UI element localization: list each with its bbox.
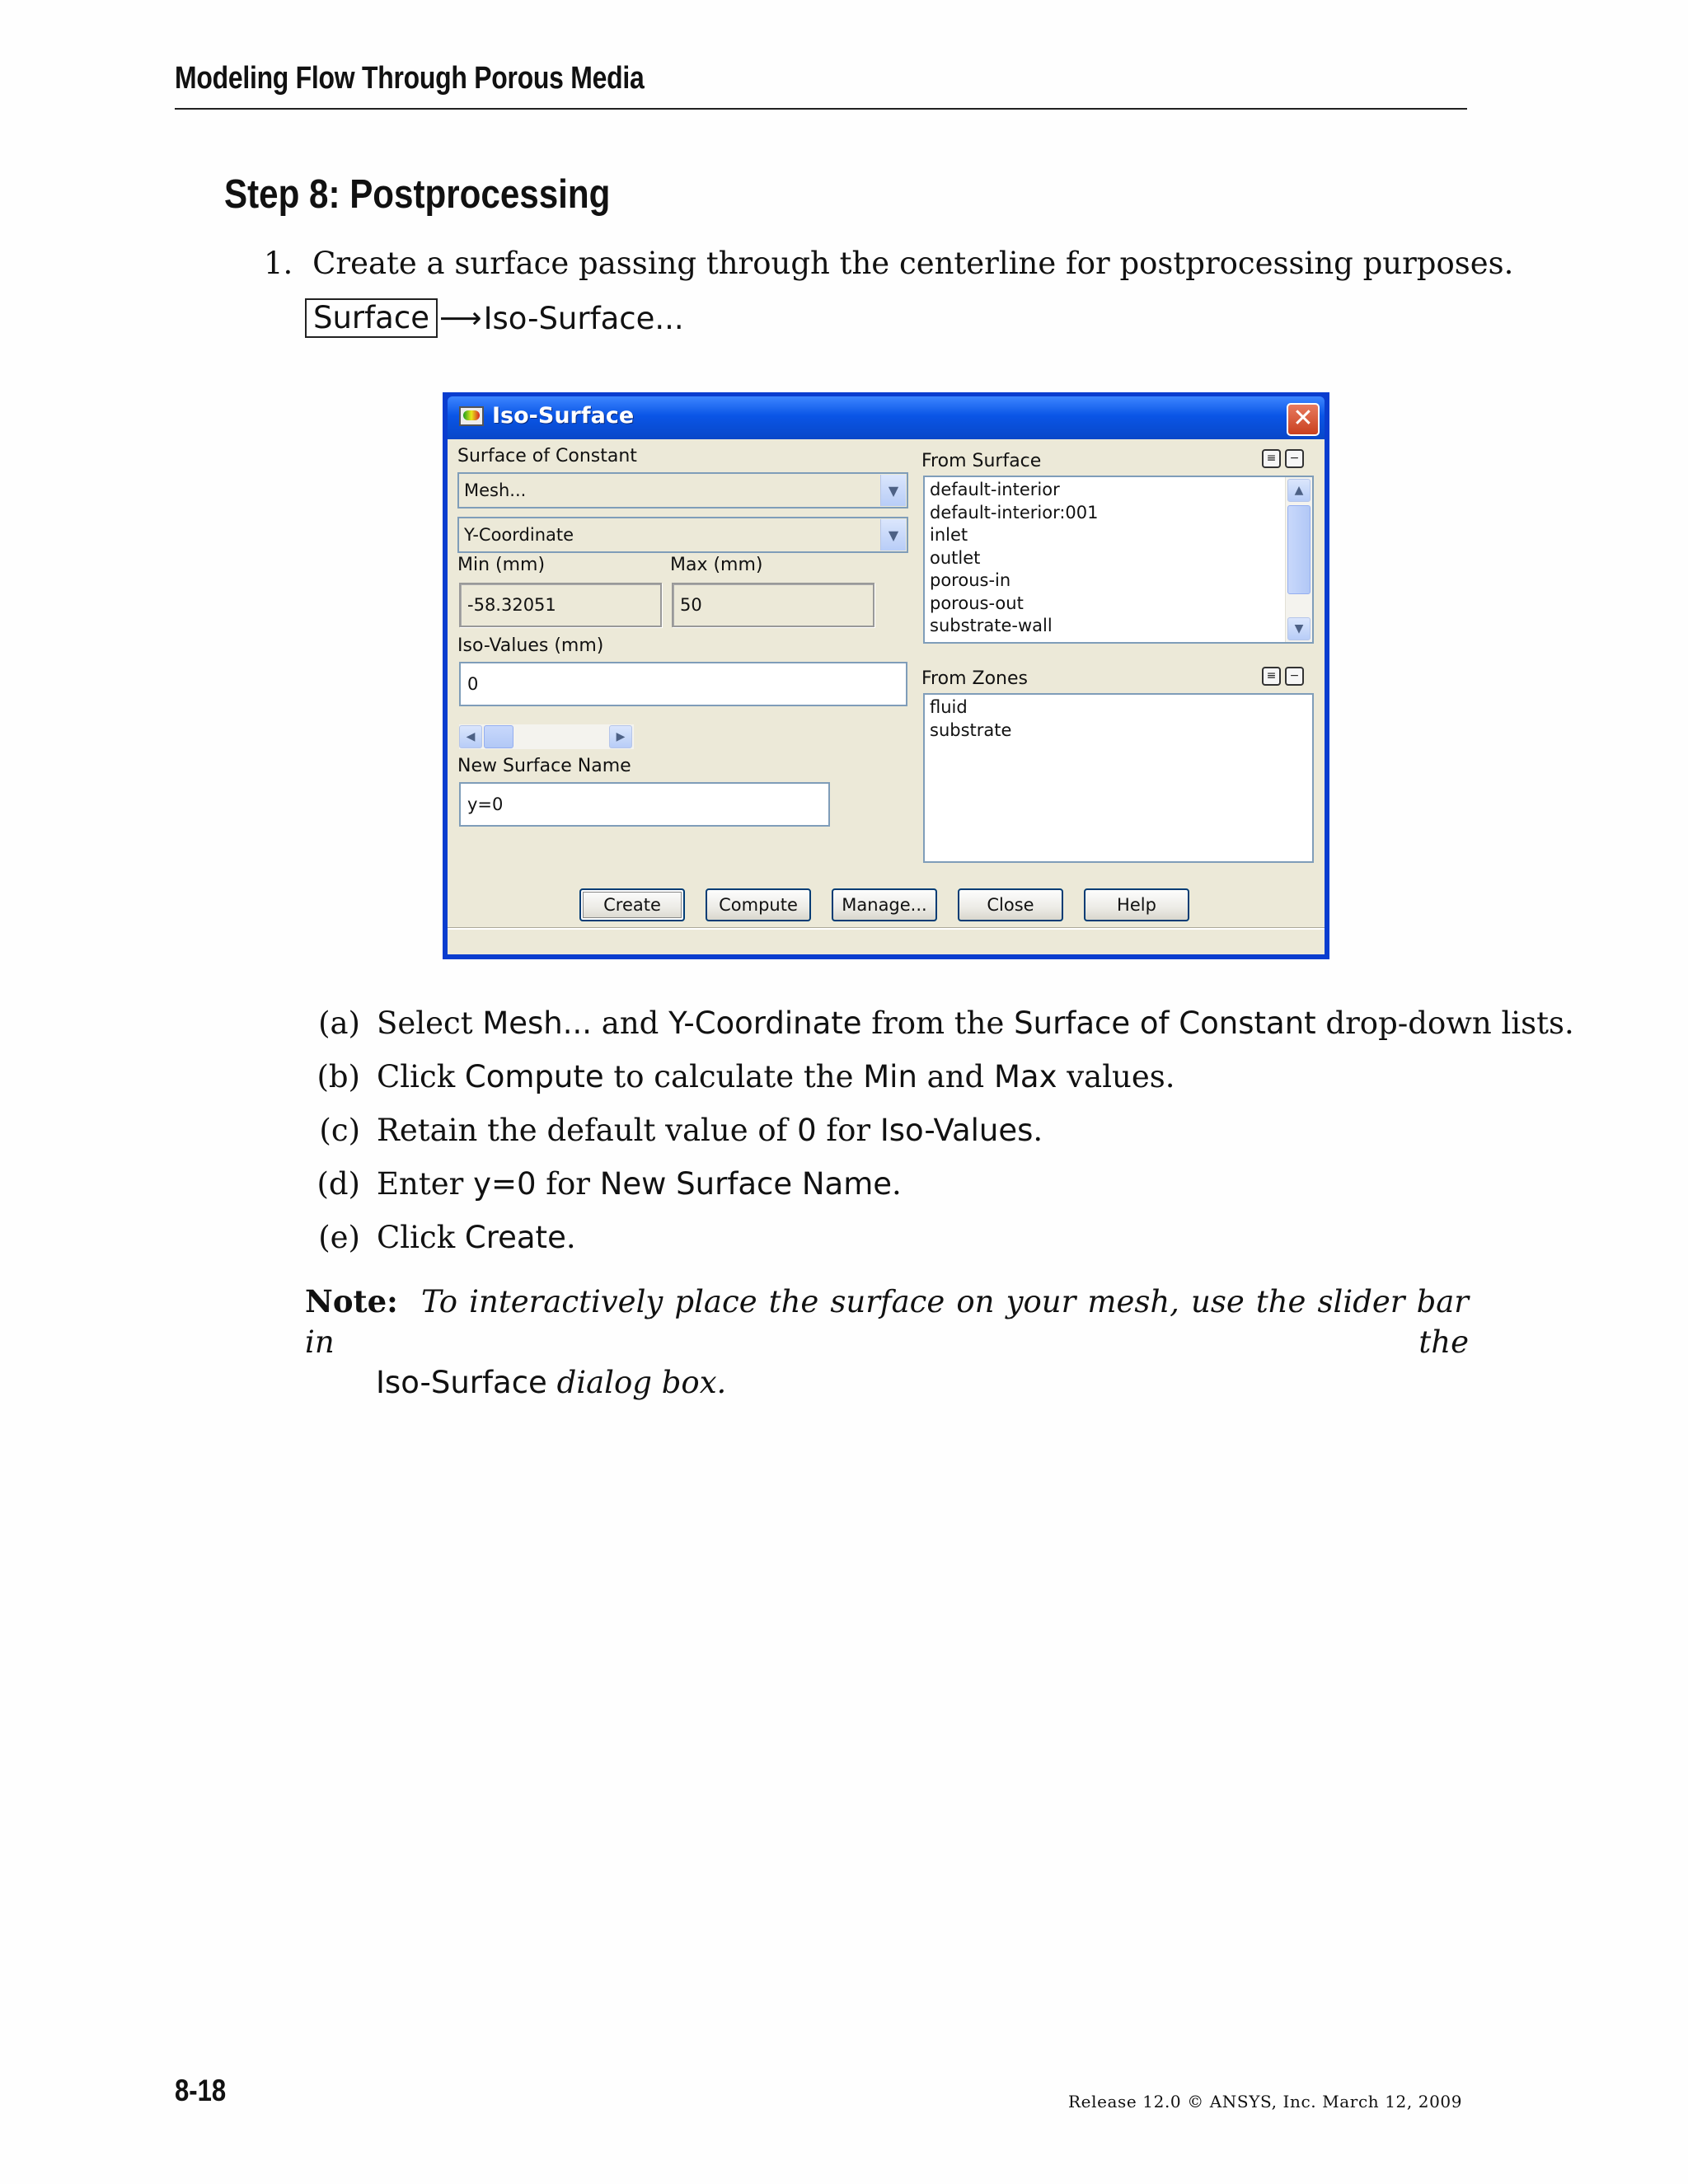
iso-values-input[interactable]: 0 — [459, 662, 907, 706]
close-icon[interactable]: ✕ — [1287, 403, 1320, 436]
menu-surface: Surface — [305, 298, 438, 338]
scrollbar-thumb[interactable] — [1287, 505, 1311, 594]
text: from the — [861, 1005, 1015, 1041]
list-item[interactable]: inlet — [930, 525, 968, 545]
chevron-down-icon[interactable]: ▼ — [880, 475, 906, 506]
list-item[interactable]: porous-out — [930, 593, 1024, 613]
substep-c-label: (c) — [319, 1113, 360, 1148]
substep-d — [316, 1166, 902, 1202]
text: . — [565, 1220, 576, 1255]
select-all-icon[interactable]: ≡ — [1262, 449, 1281, 468]
text: . — [1033, 1113, 1043, 1148]
section-title: Step 8: Postprocessing — [224, 172, 611, 217]
coordinate-value: Y-Coordinate — [464, 525, 574, 545]
new-surface-name-input[interactable]: y=0 — [459, 782, 830, 827]
app-icon — [459, 406, 484, 426]
coordinate-dropdown[interactable] — [457, 517, 908, 553]
list-item[interactable]: default-interior:001 — [930, 502, 1099, 523]
step-1-text: Create a surface passing through the centerline for postprocessing purposes. — [312, 246, 1514, 281]
substep-c — [319, 1113, 1043, 1148]
dialog-titlebar[interactable] — [448, 396, 1325, 439]
surface-of-constant-label: Surface of Constant — [457, 446, 637, 466]
step-1 — [264, 246, 1513, 281]
ui-term: Y-Coordinate — [668, 1005, 862, 1041]
dialog-body — [448, 439, 1325, 954]
text: for — [536, 1166, 600, 1202]
text: for — [816, 1113, 880, 1148]
from-surface-list[interactable] — [923, 476, 1314, 644]
ui-term: Mesh... — [482, 1005, 593, 1041]
min-label: Min (mm) — [457, 555, 546, 575]
menu-path — [305, 298, 684, 338]
from-zones-list[interactable] — [923, 693, 1314, 863]
text: and — [917, 1059, 994, 1094]
scroll-up-icon[interactable]: ▲ — [1287, 479, 1311, 502]
ui-term: Min — [863, 1059, 917, 1094]
iso-values-label: Iso-Values (mm) — [457, 635, 604, 656]
manage-button[interactable]: Manage... — [832, 888, 937, 921]
text: Enter — [377, 1166, 474, 1202]
ui-term: Create — [464, 1220, 566, 1255]
surface-type-value: Mesh... — [464, 480, 527, 500]
text: . — [892, 1166, 902, 1202]
substep-a — [318, 1005, 1574, 1041]
step-1-number: 1. — [264, 246, 293, 281]
list-item[interactable]: fluid — [930, 697, 968, 717]
substep-d-label: (d) — [316, 1166, 360, 1202]
note-text-end: dialog box. — [556, 1365, 727, 1400]
ui-term: Surface of Constant — [1014, 1005, 1316, 1041]
max-field: 50 — [672, 583, 874, 627]
create-button[interactable]: Create — [579, 888, 685, 921]
list-scrollbar[interactable] — [1285, 477, 1312, 642]
ui-term: y=0 — [473, 1166, 537, 1202]
text: Retain the default value of — [377, 1113, 798, 1148]
substep-b — [316, 1059, 1175, 1094]
substep-e-label: (e) — [318, 1220, 360, 1255]
scroll-down-icon[interactable]: ▼ — [1287, 617, 1311, 640]
deselect-all-icon[interactable]: − — [1285, 667, 1304, 686]
ui-term: 0 — [797, 1113, 817, 1148]
text: Click — [377, 1220, 465, 1255]
help-button[interactable]: Help — [1084, 888, 1189, 921]
note — [305, 1282, 1469, 1403]
iso-value-slider[interactable] — [459, 724, 634, 749]
list-item[interactable]: outlet — [930, 547, 981, 568]
substep-e — [318, 1220, 576, 1255]
from-zones-label: From Zones — [921, 668, 1028, 689]
page-number: 8-18 — [175, 2074, 227, 2107]
min-field: -58.32051 — [459, 583, 662, 627]
substep-a-label: (a) — [318, 1005, 360, 1041]
note-ui-term: Iso-Surface — [376, 1365, 547, 1400]
compute-button[interactable]: Compute — [706, 888, 811, 921]
menu-iso-surface: Iso-Surface... — [483, 300, 684, 336]
text: to calculate the — [603, 1059, 864, 1094]
from-surface-label: From Surface — [921, 451, 1042, 471]
text: Click — [377, 1059, 465, 1094]
text: values. — [1057, 1059, 1175, 1094]
scroll-right-icon[interactable]: ▶ — [609, 725, 632, 748]
note-text: To interactively place the surface on your mesh, use the slider bar in the — [305, 1284, 1469, 1360]
running-header: Modeling Flow Through Porous Media — [175, 61, 645, 96]
deselect-all-icon[interactable]: − — [1285, 449, 1304, 468]
dialog-title: Iso-Surface — [492, 403, 635, 429]
list-item[interactable]: default-interior — [930, 480, 1060, 499]
list-item[interactable]: porous-in — [930, 570, 1011, 590]
new-surface-name-label: New Surface Name — [457, 756, 631, 776]
ui-term: Iso-Values — [879, 1113, 1034, 1148]
ui-term: New Surface Name — [599, 1166, 893, 1202]
list-item[interactable]: substrate — [930, 719, 1012, 740]
ui-term: Max — [994, 1059, 1057, 1094]
iso-surface-dialog — [443, 392, 1329, 959]
substep-b-label: (b) — [316, 1059, 360, 1094]
slider-thumb[interactable] — [484, 725, 513, 748]
scroll-left-icon[interactable]: ◀ — [459, 725, 482, 748]
release-info: Release 12.0 © ANSYS, Inc. March 12, 2009 — [1068, 2092, 1463, 2111]
list-item[interactable]: substrate-wall — [930, 616, 1053, 635]
text: drop-down lists. — [1315, 1005, 1574, 1041]
note-heading: Note: — [305, 1283, 398, 1319]
menu-arrow: ⟶ — [438, 301, 482, 335]
chevron-down-icon[interactable]: ▼ — [880, 519, 906, 551]
ui-term: Compute — [464, 1059, 604, 1094]
text: and — [592, 1005, 669, 1041]
surface-type-dropdown[interactable] — [457, 472, 908, 509]
header-rule — [175, 108, 1467, 110]
max-label: Max (mm) — [670, 555, 763, 575]
button-separator — [448, 927, 1325, 930]
text: Select — [377, 1005, 483, 1041]
select-all-icon[interactable]: ≡ — [1262, 667, 1281, 686]
close-button[interactable]: Close — [958, 888, 1063, 921]
